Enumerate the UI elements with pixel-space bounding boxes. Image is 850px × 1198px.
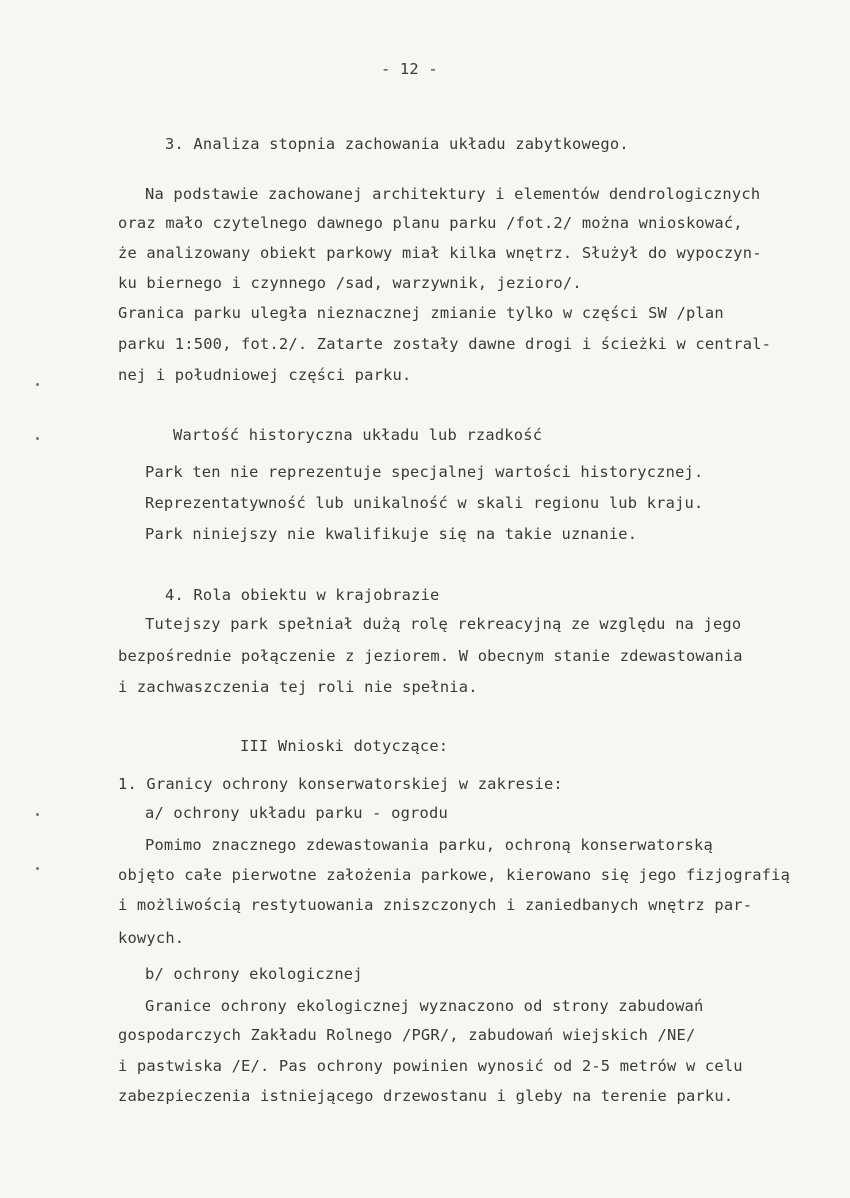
paragraph-line: Park niniejszy nie kwalifikuje się na takie uznanie. (145, 525, 638, 543)
sub-a-heading: a/ ochrony układu parku - ogrodu (145, 804, 448, 822)
paragraph-line: że analizowany obiekt parkowy miał kilka wnętrz. Służył do wypoczyn- (118, 244, 762, 262)
paragraph-line: zabezpieczenia istniejącego drzewostanu i gleby na terenie parku. (118, 1087, 734, 1105)
paragraph-line: Granice ochrony ekologicznej wyznaczono od strony zabudowań (145, 997, 704, 1015)
paragraph-line: Reprezentatywność lub unikalność w skali regionu lub kraju. (145, 494, 704, 512)
paragraph-line: objęto całe pierwotne założenia parkowe, kierowano się jego fizjografią (118, 866, 791, 884)
paragraph-line: Park ten nie reprezentuje specjalnej wartości historycznej. (145, 463, 704, 481)
margin-mark (36, 437, 39, 440)
paragraph-line: Tutejszy park spełniał dużą rolę rekreacyjną ze względu na jego (145, 615, 742, 633)
paragraph-line: Pomimo znacznego zdewastowania parku, ochroną konserwatorską (145, 836, 713, 854)
page-number: - 12 - (381, 60, 438, 78)
margin-mark (36, 383, 39, 386)
paragraph-line: nej i południowej części parku. (118, 366, 412, 384)
paragraph-line: i możliwością restytuowania zniszczonych i zaniedbanych wnętrz par- (118, 896, 753, 914)
paragraph-line: Granica parku uległa nieznacznej zmianie tylko w części SW /plan (118, 304, 724, 322)
sub-b-heading: b/ ochrony ekologicznej (145, 965, 363, 983)
section-value-heading: Wartość historyczna układu lub rzadkość (173, 426, 543, 444)
section-3-heading: 3. Analiza stopnia zachowania układu zabytkowego. (165, 135, 629, 153)
paragraph-line: ku biernego i czynnego /sad, warzywnik, jezioro/. (118, 274, 582, 292)
paragraph-line: i zachwaszczenia tej roli nie spełnia. (118, 678, 478, 696)
section-4-heading: 4. Rola obiektu w krajobrazie (165, 586, 440, 604)
margin-mark (36, 813, 39, 816)
paragraph-line: Na podstawie zachowanej architektury i elementów dendrologicznych (145, 185, 761, 203)
margin-mark (36, 867, 39, 870)
paragraph-line: oraz mało czytelnego dawnego planu parku /fot.2/ można wnioskować, (118, 214, 743, 232)
paragraph-line: gospodarczych Zakładu Rolnego /PGR/, zabudowań wiejskich /NE/ (118, 1026, 696, 1044)
paragraph-line: i pastwiska /E/. Pas ochrony powinien wynosić od 2-5 metrów w celu (118, 1057, 743, 1075)
paragraph-line: kowych. (118, 929, 185, 947)
conclusions-heading: III Wnioski dotyczące: (240, 737, 449, 755)
conclusions-item-1: 1. Granicy ochrony konserwatorskiej w zakresie: (118, 775, 563, 793)
paragraph-line: parku 1:500, fot.2/. Zatarte zostały dawne drogi i ścieżki w central- (118, 335, 772, 353)
paragraph-line: bezpośrednie połączenie z jeziorem. W obecnym stanie zdewastowania (118, 647, 743, 665)
